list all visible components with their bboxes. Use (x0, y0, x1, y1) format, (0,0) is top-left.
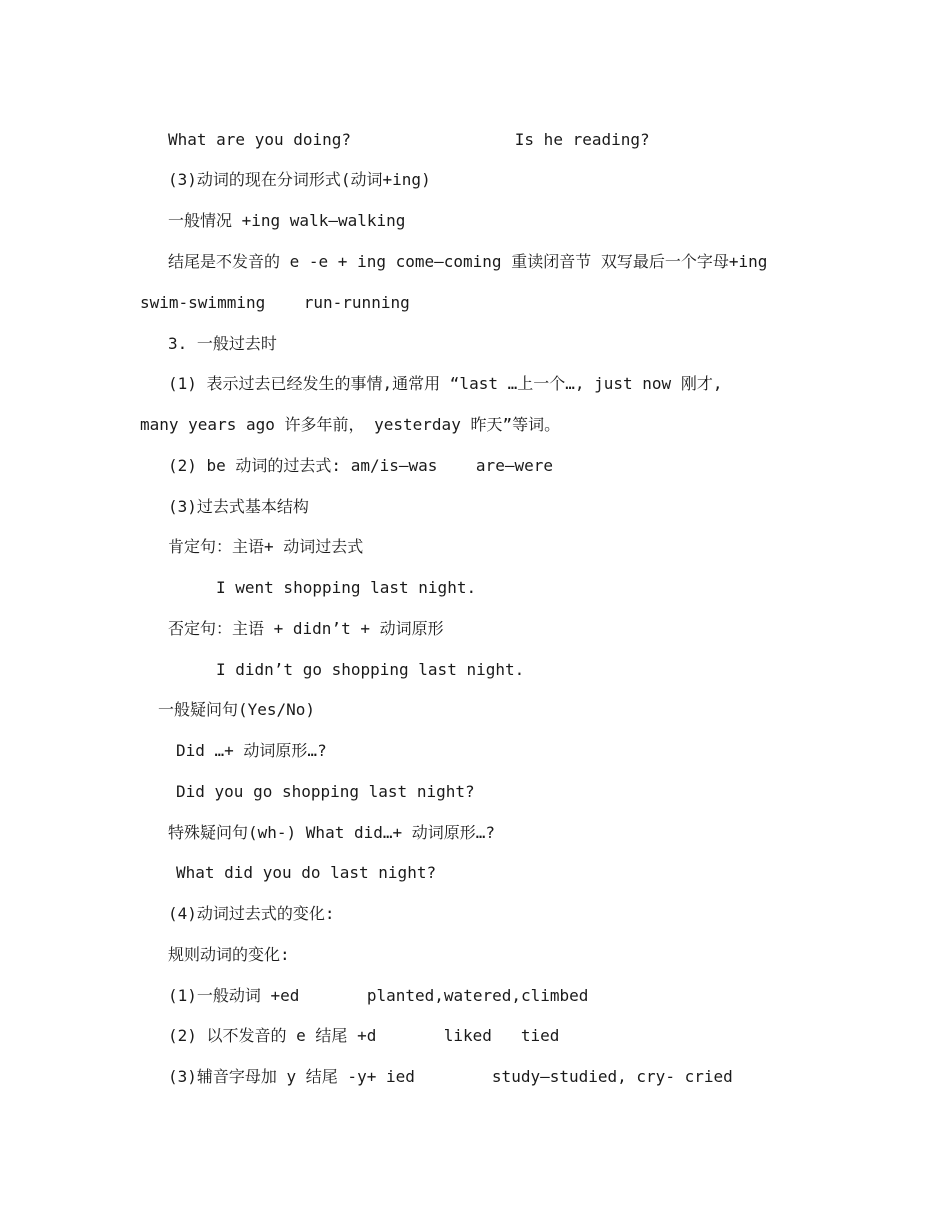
text-line: 结尾是不发音的 e -e + ing come—coming 重读闭音节 双写最后一个字母+ing (168, 252, 768, 271)
text-line: Did …+ 动词原形…? (176, 741, 327, 760)
text-line: I didn’t go shopping last night. (216, 660, 525, 679)
text-line: I went shopping last night. (216, 578, 477, 597)
text-line: (3)辅音字母加 y 结尾 -y+ ied study—studied, cry- cried (168, 1067, 733, 1086)
text-line: (3)动词的现在分词形式(动词+ing) (168, 170, 431, 189)
text-line: 规则动词的变化: (168, 945, 290, 964)
text-line: (1)一般动词 +ed planted,watered,climbed (168, 986, 589, 1005)
text-line: (2) be 动词的过去式: am/is—was are—were (168, 456, 553, 475)
text-line: Did you go shopping last night? (176, 782, 475, 801)
text-line: 一般情况 +ing walk—walking (168, 211, 406, 230)
text-line: (3)过去式基本结构 (168, 497, 309, 516)
text-line: 肯定句：主语+ 动词过去式 (168, 537, 364, 556)
text-line: swim-swimming run-running (140, 293, 410, 312)
text-line: (2) 以不发音的 e 结尾 +d liked tied (168, 1026, 560, 1045)
text-line: many years ago 许多年前， yesterday 昨天”等词。 (140, 415, 561, 434)
text-line: (1) 表示过去已经发生的事情,通常用 “last …上一个…, just now 刚才, (168, 374, 723, 393)
text-line: 一般疑问句(Yes/No) (158, 700, 316, 719)
text-line: What did you do last night? (176, 863, 437, 882)
text-line: What are you doing? Is he reading? (168, 130, 650, 149)
text-line: (4)动词过去式的变化: (168, 904, 335, 923)
text-line: 特殊疑问句(wh-) What did…+ 动词原形…? (168, 823, 496, 842)
text-line: 3. 一般过去时 (168, 334, 277, 353)
text-line: 否定句：主语 + didn’t + 动词原形 (168, 619, 444, 638)
